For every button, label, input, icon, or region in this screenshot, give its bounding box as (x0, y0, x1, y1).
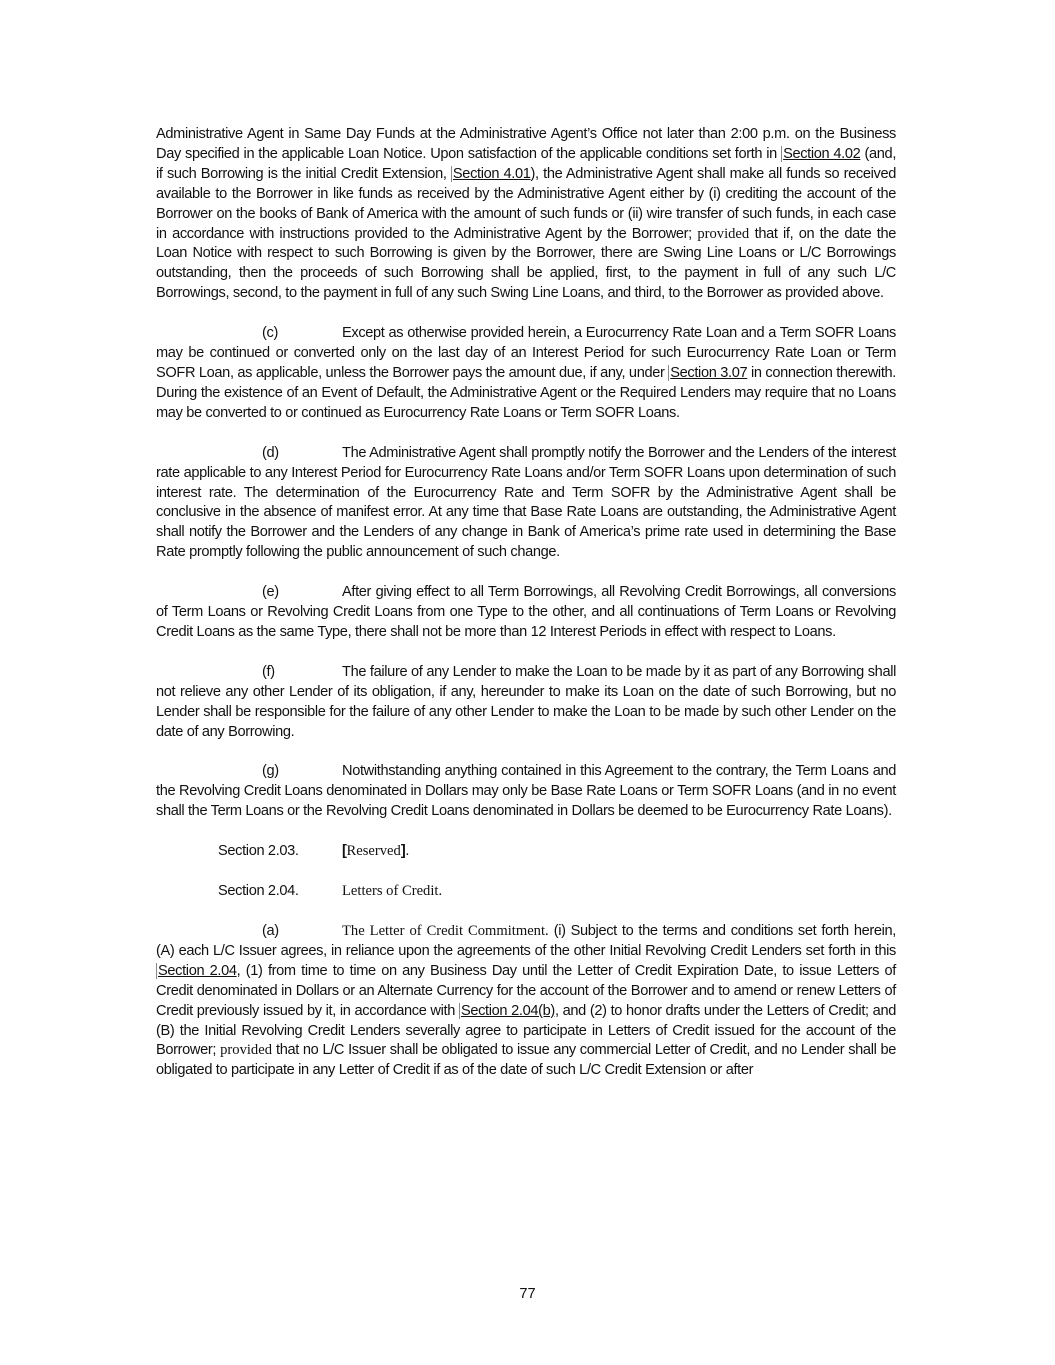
paragraph-c-label: (c) (262, 325, 278, 342)
paragraph-a (156, 922, 896, 1081)
intro-text-2: (and, if such Borrowing is the initial Credit Extension, (156, 145, 897, 182)
paragraph-d-text: The Administrative Agent shall promptly notify the Borrower and the Lenders of the interest rate applicable to any Interest Period for Eurocurrency Rate Loans and/or Term SOFR Loans upon determination of such interest rate. The determination of the Eurocurrency Rate and Term SOFR by the Administrative Agent shall be conclusive in the absence of manifest error. At any time that Base Rate Loans are outstanding, the Administrative Agent shall notify the Borrower and the Lenders of any change in Bank of America’s prime rate used in determining the Base Rate promptly following the public announcement of such change. (156, 444, 896, 561)
section-4-01-link[interactable]: Section 4.01 (452, 165, 531, 182)
paragraph-d-label: (d) (262, 444, 279, 461)
section-2-03-title: Reserved (346, 843, 401, 860)
paragraph-a-text-2: , (1) from time to time on any Business Day until the Letter of Credit Expiration Date, to issue Letters of Credit denominated in Dollars or an Alternate Currency for the account of the Borrower and to amend or renew Letters of Credit previously issued by it, in accordance with (156, 962, 896, 1019)
paragraph-e-label: (e) (262, 584, 279, 601)
section-3-07-link[interactable]: Section 3.07 (670, 364, 748, 381)
intro-text-4: that if, on the date the Loan Notice with respect to such Borrowing is given by the Borrower, there are Swing Line Loans or L/C Borrowings outstanding, then the proceeds of such Borrowing shall be applied, first, to the payment in full of any such L/C Borrowings, second, to the payment in full of any such Swing Line Loans, and third, to the Borrower as provided above. (156, 225, 896, 302)
section-2-04-link[interactable]: Section 2.04 (158, 962, 237, 979)
section-2-03-close-bracket: ] (400, 843, 406, 860)
paragraph-a-proviso: provided (220, 1042, 272, 1059)
section-2-03-heading (156, 842, 896, 862)
paragraph-c (156, 324, 896, 424)
paragraph-g-text: Notwithstanding anything contained in this Agreement to the contrary, the Term Loans and the Revolving Credit Loans denominated in Dollars may only be Base Rate Loans or Term SOFR Loans (and in no event shall the Term Loans or the Revolving Credit Loans denominated in Dollars be deemed to be Eurocurrency Rate Loans). (156, 763, 896, 820)
paragraph-d (156, 444, 896, 563)
section-2-04-title: Letters of Credit. (342, 883, 443, 900)
section-2-04-b-link[interactable]: Section 2.04(b) (460, 1002, 555, 1019)
paragraph-c-text-2: in connection therewith. During the existence of an Event of Default, the Administrative Agent or the Required Lenders may require that no Loans may be converted to or continued as Eurocurrency Rate Loans or Term SOFR Loans. (156, 364, 896, 421)
page-number: 77 (519, 1286, 536, 1302)
paragraph-g (156, 762, 896, 822)
section-2-04-number: Section 2.04. (218, 883, 299, 900)
intro-paragraph (156, 125, 896, 304)
intro-proviso: provided (697, 225, 750, 242)
paragraph-e-text: After giving effect to all Term Borrowings, all Revolving Credit Borrowings, all conversions of Term Loans or Revolving Credit Loans from one Type to the other, and all continuations of Term Loans or Revolving Credit Loans as the same Type, there shall not be more than 12 Interest Periods in effect with respect to Loans. (156, 584, 896, 640)
paragraph-g-label: (g) (262, 763, 279, 780)
paragraph-a-label: (a) (262, 923, 279, 939)
section-2-04-heading (156, 882, 896, 902)
section-4-02-link[interactable]: Section 4.02 (783, 145, 861, 162)
paragraph-c-text-1: Except as otherwise provided herein, a Eurocurrency Rate Loan and a Term SOFR Loans may be continued or converted only on the last day of an Interest Period for such Eurocurrency Rate Loan or Term SOFR Loan, as applicable, unless the Borrower pays the amount due, if any, under (156, 325, 896, 381)
paragraph-a-text-4: that no L/C Issuer shall be obligated to issue any commercial Letter of Credit, and no Lender shall be obligated to participate in any Letter of Credit if as of the date of such L/C Credit Extension or after (156, 1042, 896, 1079)
section-2-03-open-bracket: [ (342, 843, 347, 860)
paragraph-f (156, 663, 896, 743)
paragraph-f-text: The failure of any Lender to make the Loan to be made by it as part of any Borrowing shall not relieve any other Lender of its obligation, if any, hereunder to make its Loan on the date of such Borrowing, but no Lender shall be responsible for the failure of any other Lender to make the Loan to be made by such other Lender on the date of any Borrowing. (156, 663, 896, 740)
intro-text-3: ), the Administrative Agent shall make all funds so received available to the Borrower in like funds as received by the Administrative Agent either by (i) crediting the account of the Borrower on the books of Bank of America with the amount of such funds or (ii) wire transfer of such funds, in each case in accordance with instructions provided to the Administrative Agent by the Borrower; (156, 165, 896, 242)
section-2-03-period: . (405, 843, 410, 860)
paragraph-f-label: (f) (262, 663, 275, 680)
page-body (156, 125, 896, 1081)
paragraph-a-heading: The Letter of Credit Commitment. (342, 923, 549, 939)
section-2-03-number: Section 2.03. (218, 843, 299, 860)
paragraph-a-text-3: , and (2) to honor drafts under the Letters of Credit; and (B) the Initial Revolving Credit Lenders severally agree to participate in Letters of Credit issued for the account of the Borrower; (156, 1002, 896, 1059)
paragraph-a-text-1: (i) Subject to the terms and conditions set forth herein, (A) each L/C Issuer agrees, in reliance upon the agreements of the other Initial Revolving Credit Lenders set forth in this (156, 923, 896, 959)
paragraph-e (156, 583, 896, 643)
intro-text-1: Administrative Agent in Same Day Funds at the Administrative Agent’s Office not later than 2:00 p.m. on the Business Day specified in the applicable Loan Notice. Upon satisfaction of the applicable conditions set forth in (156, 126, 896, 162)
